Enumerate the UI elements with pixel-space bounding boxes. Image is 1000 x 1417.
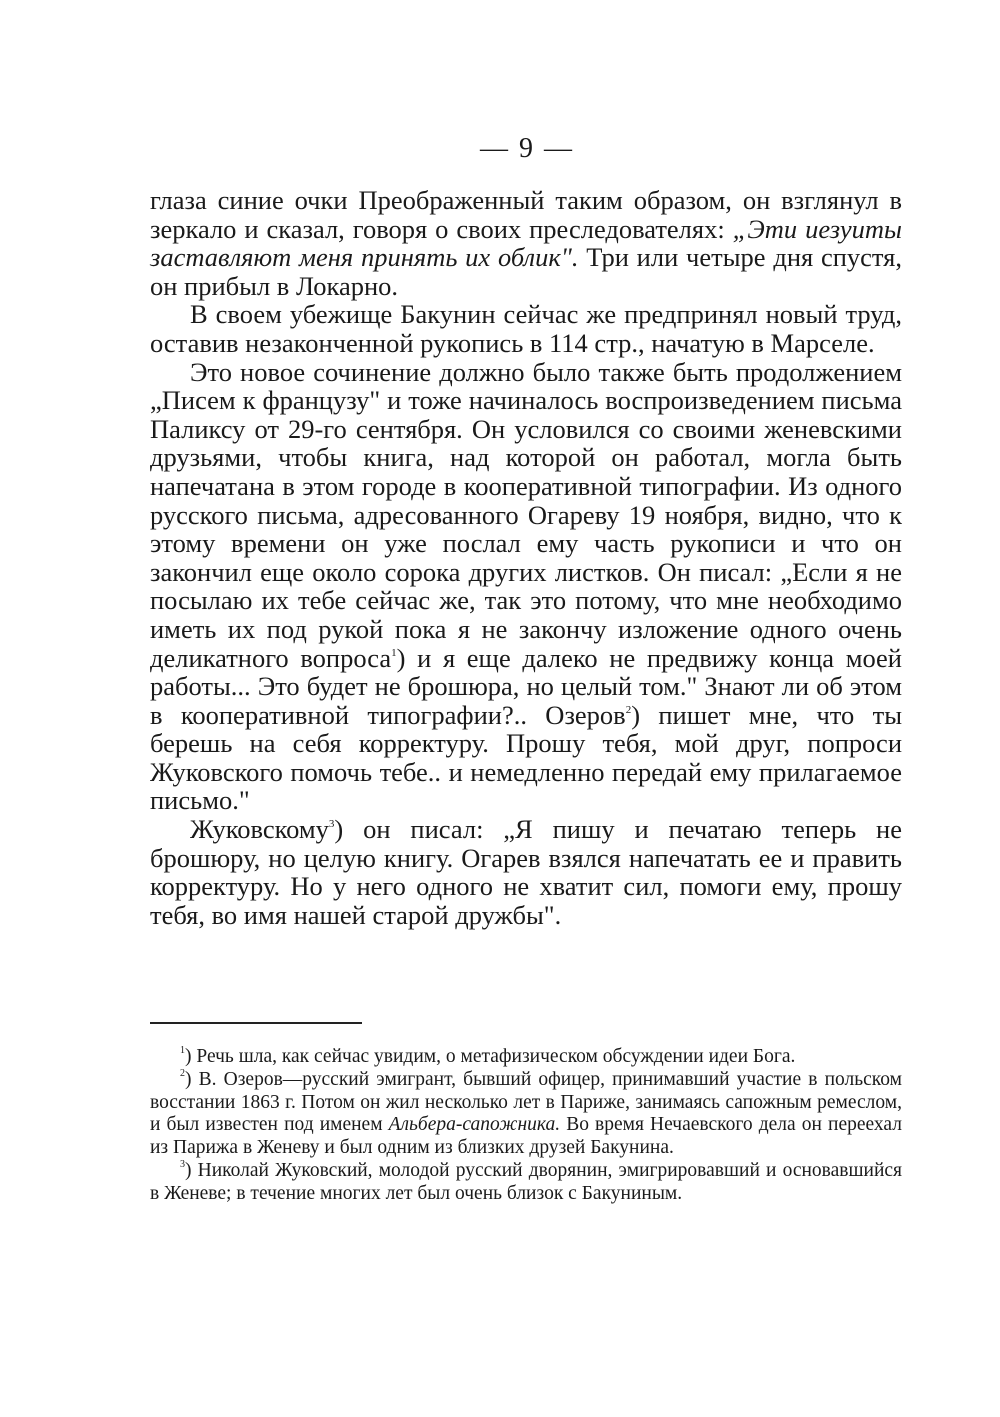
footnote-1 [150, 1046, 902, 1069]
paragraph-1 [150, 186, 902, 300]
footnote-number: 1 [180, 1045, 185, 1056]
italic-quote: „Эти иезуиты заставляют меня принять их облик". [150, 213, 902, 273]
footnotes [150, 1046, 902, 1206]
paragraph-4 [150, 815, 902, 929]
footnote-number: 2 [180, 1067, 185, 1079]
footnote-3 [150, 1160, 902, 1206]
text: Три или четыре дня спустя, он прибыл в Локарно. [150, 242, 902, 301]
footnote-2 [150, 1069, 902, 1160]
footnote-number: 3 [180, 1158, 185, 1170]
text: глаза синие очки Преображенный таким образом, он взглянул в зеркало и сказал, говоря о своих преследователях: [150, 185, 902, 244]
paragraph-2: В своем убежище Бакунин сейчас же предпринял новый труд, оставив незаконченной рукопись в 114 стр., начатую в Марселе. [150, 299, 902, 358]
text: ) и я еще далеко не предвижу конца моей работы... Это будет не брошюра, но целый том." Знают ли об этом в кооперативной типографии?.. Озеров [150, 642, 902, 730]
footnote-ref-1: 1 [391, 646, 397, 659]
footnote-italic: Альбера-сапожника. [388, 1114, 561, 1136]
main-text [150, 186, 902, 929]
footnote-text: ) Речь шла, как сейчас увидим, о метафизическом обсуждении идеи Бога. [185, 1046, 796, 1067]
footnote-text: Во время Нечаевского дела он переехал из Парижа в Женеву и был одним из близких друзей Бакунина. [150, 1114, 902, 1159]
footnote-text: ) В. Озеров—русский эмигрант, бывший офицер, принимавший участие в польском восстании 1863 г. Потом он жил несколько лет в Париже, занимаясь сапожным ремеслом, и был известен под именем [150, 1068, 902, 1136]
footnote-text: ) Николай Жуковский, молодой русский дворянин, эмигрировавший и основавшийся в Женеве; в течение многих лет был очень близок с Бакуниным. [150, 1159, 902, 1204]
text: Жуковскому [190, 814, 329, 845]
text: Это новое сочинение должно было также быть продолжением „Писем к французу" и тоже начиналось воспроизведением письма Паликсу от 29-го сентября. Он условился со своими женевскими друзьями, чтобы книга, над которой он работал, могла быть напечатана в этом городе в кооперативной типографии. Из одного русского письма, адресованного Огареву 19 ноября, видно, что к этому времени он уже послал ему часть рукописи и что он закончил еще около сорока других листков. Он писал: „Если я не посылаю их тебе сейчас же, так это потому, что мне необходимо иметь их под рукой пока я не закончу изложение одного очень деликатного вопроса [150, 356, 902, 673]
footnote-ref-3: 3 [328, 818, 335, 831]
text: ) пишет мне, что ты берешь на себя корректуру. Прошу тебя, мой друг, попроси Жуковского помочь тебе.. и немедленно передай ему прилагаемое письмо." [150, 699, 902, 816]
paragraph-3 [150, 358, 902, 816]
footnote-separator [150, 1022, 362, 1024]
page-number: — 9 — [480, 133, 574, 164]
text: ) он писал: „Я пишу и печатаю теперь не брошюру, но целую книгу. Огарев взялся напечатать ее и править корректуру. Но у него одного не хватит сил, помоги ему, прошу тебя, во имя нашей старой дружбы". [150, 814, 902, 930]
footnote-ref-2: 2 [625, 703, 632, 716]
